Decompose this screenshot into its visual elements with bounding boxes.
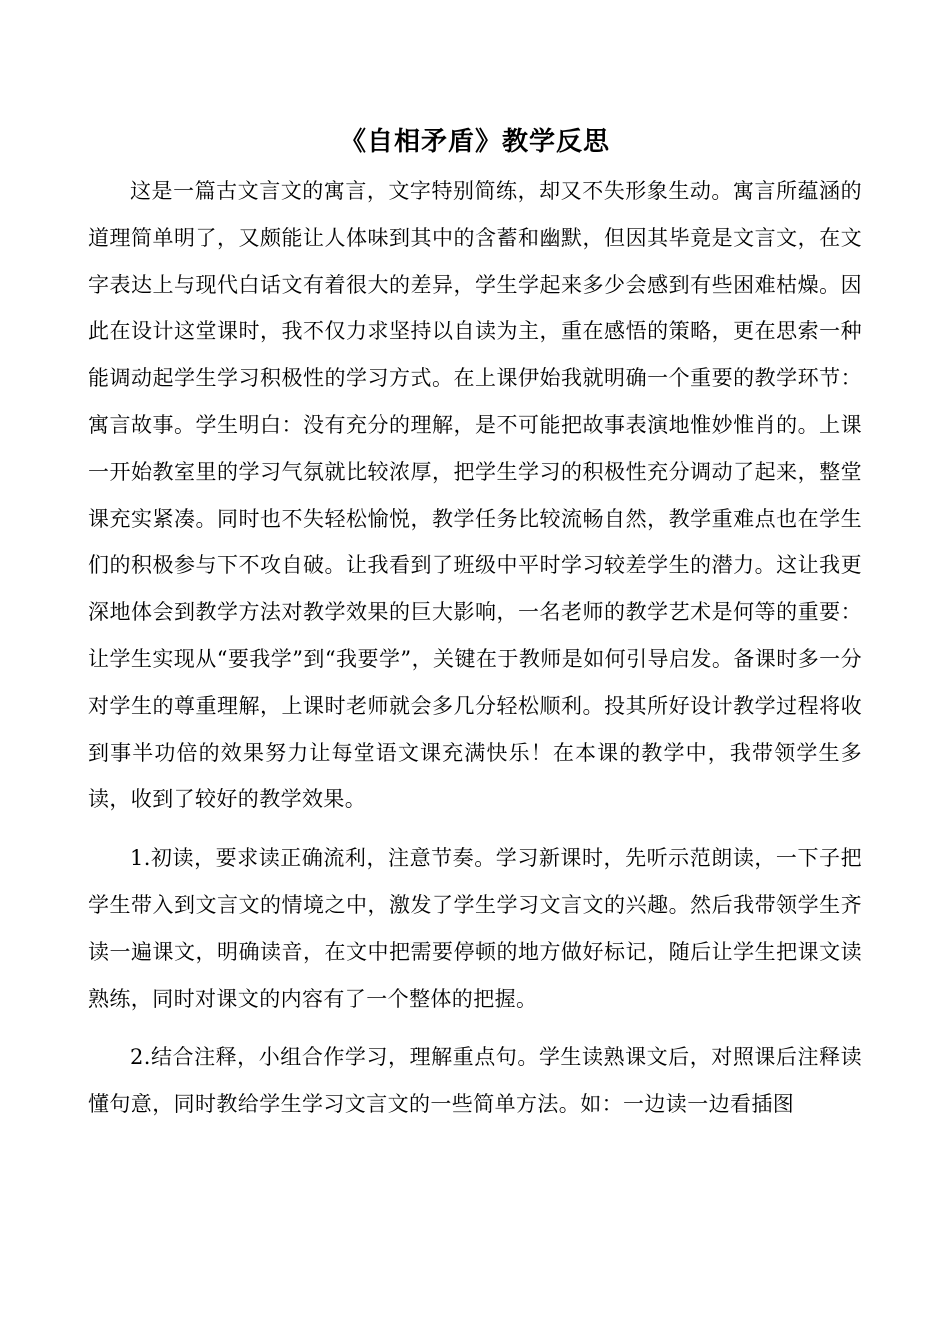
paragraph-point-1: 1.初读，要求读正确流利，注意节奏。学习新课时，先听示范朗读，一下子把学生带入到文言文的情境之中，激发了学生学习文言文的兴趣。然后我带领学生齐读一遍课文，明确读音，在文中把需要停顿的地方做好标记，随后让学生把课文读熟练，同时对课文的内容有了一个整体的把握。 <box>88 846 862 1011</box>
document-title: 《自相矛盾》教学反思 <box>339 127 610 157</box>
paragraph-point-2: 2.结合注释，小组合作学习，理解重点句。学生读熟课文后，对照课后注释读懂句意，同时教给学生学习文言文的一些简单方法。如：一边读一边看插图 <box>88 1045 862 1117</box>
document-page <box>88 120 862 1128</box>
paragraph-intro: 这是一篇古文言文的寓言，文字特别简练，却又不失形象生动。寓言所蕴涵的道理简单明了，又颇能让人体味到其中的含蓄和幽默，但因其毕竟是文言文，在文字表达上与现代白话文有着很大的差异，学生学起来多少会感到有些困难枯燥。因此在设计这堂课时，我不仅力求坚持以自读为主，重在感悟的策略，更在思索一种能调动起学生学习积极性的学习方式。在上课伊始我就明确一个重要的教学环节：寓言故事。学生明白：没有充分的理解，是不可能把故事表演地惟妙惟肖的。上课一开始教室里的学习气氛就比较浓厚，把学生学习的积极性充分调动了起来，整堂课充实紧凑。同时也不失轻松愉悦，教学任务比较流畅自然，教学重难点也在学生们的积极参与下不攻自破。让我看到了班级中平时学习较差学生的潜力。这让我更深地体会到教学方法对教学效果的巨大影响，一名老师的教学艺术是何等的重要：让学生实现从“要我学”到“我要学”，关键在于教师是如何引导启发。备课时多一分对学生的尊重理解，上课时老师就会多几分轻松顺利。投其所好设计教学过程将收到事半功倍的效果努力让每堂语文课充满快乐！在本课的教学中，我带领学生多读，收到了较好的教学效果。 <box>88 179 862 812</box>
